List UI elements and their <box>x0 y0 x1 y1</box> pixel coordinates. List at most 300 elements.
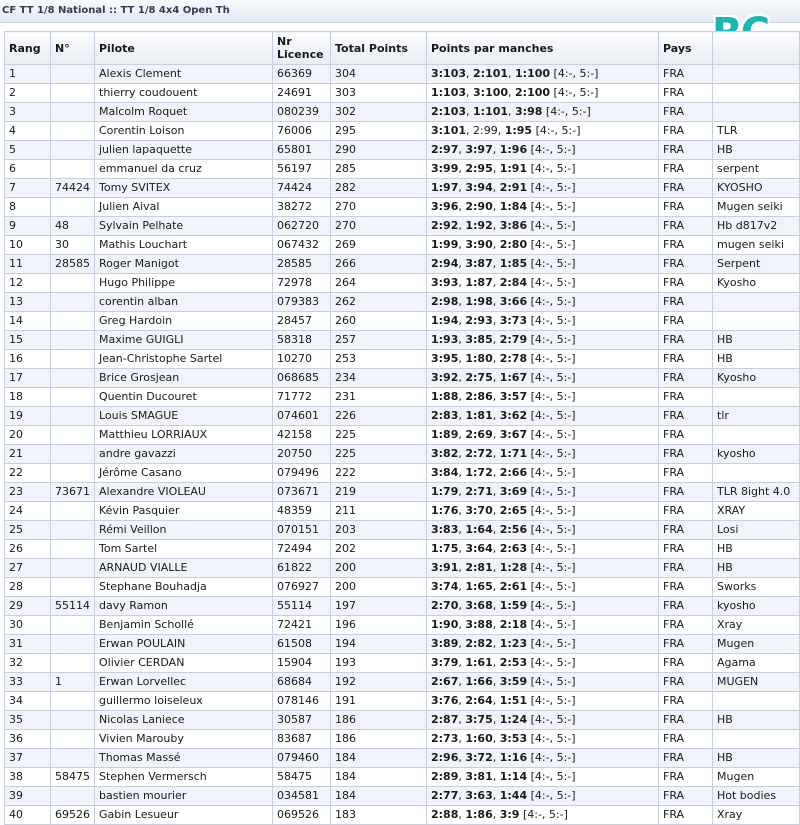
manche-rest: [4:-, 5:-] <box>530 713 576 726</box>
table-row <box>5 141 800 160</box>
manche-score: 1:72 <box>465 466 493 479</box>
cell-numero: 74424 <box>51 179 95 198</box>
manche-score: 2:87 <box>431 713 459 726</box>
col-header-licence[interactable] <box>273 32 331 65</box>
cell-pilote: julien lapaquette <box>95 141 273 160</box>
cell-total: 231 <box>331 388 427 407</box>
cell-licence: 61822 <box>273 559 331 578</box>
manche-score: 2:61 <box>499 580 528 593</box>
cell-total: 270 <box>331 217 427 236</box>
manche-rest: [4:-, 5:-] <box>530 675 576 688</box>
cell-numero: 58475 <box>51 768 95 787</box>
cell-total: 226 <box>331 407 427 426</box>
cell-total: 202 <box>331 540 427 559</box>
table-row <box>5 84 800 103</box>
cell-pilote: guillermo loiseleux <box>95 692 273 711</box>
manche-score: 1:94 <box>431 314 459 327</box>
manche-score: 3:100 <box>473 86 509 99</box>
cell-team: TLR 8ight 4.0 <box>713 483 800 502</box>
table-row <box>5 654 800 673</box>
manche-rest: [4:-, 5:-] <box>530 295 576 308</box>
cell-points-manches: 2:103, 1:101, 3:98 [4:-, 5:-] <box>427 103 659 122</box>
cell-total: 262 <box>331 293 427 312</box>
cell-numero <box>51 141 95 160</box>
table-row <box>5 730 800 749</box>
manche-rest: [4:-, 5:-] <box>530 200 576 213</box>
manche-rest: [4:-, 5:-] <box>530 561 576 574</box>
cell-points-manches: 2:94, 3:87, 1:85 [4:-, 5:-] <box>427 255 659 274</box>
cell-rang: 3 <box>5 103 51 122</box>
col-header-total-points[interactable]: Total Points <box>331 32 427 65</box>
table-row <box>5 122 800 141</box>
manche-score: 3:101 <box>431 124 467 137</box>
cell-pilote: Erwan POULAIN <box>95 635 273 654</box>
manche-score: 3:90 <box>465 238 493 251</box>
cell-pilote: Greg Hardoin <box>95 312 273 331</box>
cell-pays: FRA <box>659 692 713 711</box>
cell-pilote: Rémi Veillon <box>95 521 273 540</box>
cell-licence: 72421 <box>273 616 331 635</box>
cell-total: 191 <box>331 692 427 711</box>
cell-points-manches: 2:70, 3:68, 1:59 [4:-, 5:-] <box>427 597 659 616</box>
col-header-licence-line1: Nr <box>277 35 292 48</box>
cell-licence: 073671 <box>273 483 331 502</box>
table-row <box>5 407 800 426</box>
cell-points-manches: 3:79, 1:61, 2:53 [4:-, 5:-] <box>427 654 659 673</box>
cell-points-manches: 2:89, 3:81, 1:14 [4:-, 5:-] <box>427 768 659 787</box>
cell-licence: 079496 <box>273 464 331 483</box>
table-row <box>5 312 800 331</box>
cell-total: 234 <box>331 369 427 388</box>
manche-score: 3:98 <box>515 105 543 118</box>
cell-numero <box>51 654 95 673</box>
cell-licence: 56197 <box>273 160 331 179</box>
manche-score: 2:98 <box>431 295 459 308</box>
manche-score: 1:92 <box>465 219 493 232</box>
cell-pilote: Jérôme Casano <box>95 464 273 483</box>
cell-pays: FRA <box>659 388 713 407</box>
manche-score: 2:79 <box>499 333 528 346</box>
cell-total: 269 <box>331 236 427 255</box>
cell-rang: 7 <box>5 179 51 198</box>
manche-score: 2:81 <box>465 561 493 574</box>
cell-total: 219 <box>331 483 427 502</box>
manche-score: 1:88 <box>431 390 459 403</box>
cell-rang: 35 <box>5 711 51 730</box>
cell-team: HB <box>713 540 800 559</box>
cell-rang: 40 <box>5 806 51 825</box>
manche-score: 2:18 <box>499 618 528 631</box>
cell-points-manches: 1:90, 3:88, 2:18 [4:-, 5:-] <box>427 616 659 635</box>
manche-score: 2:67 <box>431 675 459 688</box>
cell-licence: 067432 <box>273 236 331 255</box>
cell-points-manches: 1:93, 3:85, 2:79 [4:-, 5:-] <box>427 331 659 350</box>
manche-rest: [4:-, 5:-] <box>530 390 576 403</box>
manche-score: 2:56 <box>499 523 528 536</box>
cell-points-manches: 3:101, 2:99, 1:95 [4:-, 5:-] <box>427 122 659 141</box>
cell-numero <box>51 445 95 464</box>
manche-score: 2:72 <box>465 447 493 460</box>
manche-score: 1:51 <box>499 694 528 707</box>
manche-rest: [4:-, 5:-] <box>553 86 599 99</box>
cell-rang: 15 <box>5 331 51 350</box>
cell-rang: 25 <box>5 521 51 540</box>
cell-total: 282 <box>331 179 427 198</box>
col-header-pays[interactable]: Pays <box>659 32 713 65</box>
cell-licence: 68684 <box>273 673 331 692</box>
cell-pays: FRA <box>659 369 713 388</box>
cell-numero <box>51 502 95 521</box>
cell-team <box>713 103 800 122</box>
cell-pilote: corentin alban <box>95 293 273 312</box>
cell-pays: FRA <box>659 293 713 312</box>
cell-team: XRAY <box>713 502 800 521</box>
cell-team <box>713 312 800 331</box>
manche-score: 3:70 <box>465 504 493 517</box>
cell-total: 304 <box>331 65 427 84</box>
cell-total: 186 <box>331 711 427 730</box>
cell-pays: FRA <box>659 65 713 84</box>
cell-points-manches: 3:96, 2:90, 1:84 [4:-, 5:-] <box>427 198 659 217</box>
cell-total: 186 <box>331 730 427 749</box>
manche-score: 1:91 <box>499 162 528 175</box>
cell-licence: 66369 <box>273 65 331 84</box>
cell-pilote: Erwan Lorvellec <box>95 673 273 692</box>
cell-team <box>713 426 800 445</box>
cell-points-manches: 2:88, 1:86, 3:9 [4:-, 5:-] <box>427 806 659 825</box>
cell-pays: FRA <box>659 483 713 502</box>
cell-pilote: andre gavazzi <box>95 445 273 464</box>
cell-team: kyosho <box>713 597 800 616</box>
cell-points-manches: 1:79, 2:71, 3:69 [4:-, 5:-] <box>427 483 659 502</box>
manche-rest: [4:-, 5:-] <box>553 67 599 80</box>
cell-points-manches: 1:75, 3:64, 2:63 [4:-, 5:-] <box>427 540 659 559</box>
cell-rang: 28 <box>5 578 51 597</box>
cell-team: TLR <box>713 122 800 141</box>
cell-rang: 5 <box>5 141 51 160</box>
cell-points-manches: 1:88, 2:86, 3:57 [4:-, 5:-] <box>427 388 659 407</box>
manche-score: 1:100 <box>515 67 551 80</box>
manche-score: 1:24 <box>499 713 528 726</box>
col-header-licence-line2: Licence <box>277 48 324 61</box>
manche-rest: [4:-, 5:-] <box>530 409 576 422</box>
cell-pilote: emmanuel da cruz <box>95 160 273 179</box>
cell-licence: 58318 <box>273 331 331 350</box>
col-header-rang[interactable]: Rang <box>5 32 51 65</box>
cell-numero <box>51 65 95 84</box>
cell-pays: FRA <box>659 730 713 749</box>
results-table <box>4 31 800 825</box>
cell-numero <box>51 293 95 312</box>
manche-score: 2:65 <box>499 504 528 517</box>
cell-team: Mugen seiki <box>713 198 800 217</box>
cell-points-manches: 1:103, 3:100, 2:100 [4:-, 5:-] <box>427 84 659 103</box>
cell-rang: 14 <box>5 312 51 331</box>
cell-licence: 55114 <box>273 597 331 616</box>
table-row <box>5 540 800 559</box>
cell-team: Sworks <box>713 578 800 597</box>
cell-licence: 83687 <box>273 730 331 749</box>
cell-team: HB <box>713 749 800 768</box>
manche-rest: [4:-, 5:-] <box>530 257 576 270</box>
manche-score: 3:68 <box>465 599 493 612</box>
cell-pays: FRA <box>659 331 713 350</box>
cell-licence: 74424 <box>273 179 331 198</box>
cell-pays: FRA <box>659 141 713 160</box>
cell-rang: 4 <box>5 122 51 141</box>
table-row <box>5 274 800 293</box>
cell-team: KYOSHO <box>713 179 800 198</box>
manche-score: 3:93 <box>431 276 459 289</box>
cell-licence: 71772 <box>273 388 331 407</box>
cell-numero <box>51 160 95 179</box>
manche-score: 3:86 <box>499 219 528 232</box>
cell-total: 257 <box>331 331 427 350</box>
cell-numero <box>51 540 95 559</box>
manche-score: 1:101 <box>473 105 509 118</box>
cell-numero <box>51 407 95 426</box>
manche-score: 1:99 <box>431 238 459 251</box>
cell-points-manches: 3:76, 2:64, 1:51 [4:-, 5:-] <box>427 692 659 711</box>
cell-team: mugen seiki <box>713 236 800 255</box>
cell-licence: 76006 <box>273 122 331 141</box>
col-header-numero[interactable]: N° <box>51 32 95 65</box>
manche-score: 3:62 <box>499 409 528 422</box>
cell-team: Kyosho <box>713 369 800 388</box>
cell-numero <box>51 426 95 445</box>
cell-total: 203 <box>331 521 427 540</box>
manche-rest: [4:-, 5:-] <box>530 314 576 327</box>
cell-pilote: Kévin Pasquier <box>95 502 273 521</box>
manche-rest: [4:-, 5:-] <box>530 504 576 517</box>
cell-pilote: davy Ramon <box>95 597 273 616</box>
table-row <box>5 597 800 616</box>
manche-score: 2:93 <box>465 314 493 327</box>
cell-licence: 079460 <box>273 749 331 768</box>
manche-score: 1:66 <box>465 675 493 688</box>
cell-pilote: Vivien Marouby <box>95 730 273 749</box>
cell-pays: FRA <box>659 103 713 122</box>
cell-pays: FRA <box>659 312 713 331</box>
manche-rest: [4:-, 5:-] <box>530 238 576 251</box>
cell-team: tlr <box>713 407 800 426</box>
cell-licence: 58475 <box>273 768 331 787</box>
cell-team <box>713 388 800 407</box>
cell-numero <box>51 350 95 369</box>
manche-score: 2:83 <box>431 409 459 422</box>
table-row <box>5 445 800 464</box>
cell-points-manches: 3:82, 2:72, 1:71 [4:-, 5:-] <box>427 445 659 464</box>
cell-numero <box>51 749 95 768</box>
col-header-points-manches[interactable]: Points par manches <box>427 32 659 65</box>
cell-rang: 2 <box>5 84 51 103</box>
cell-team <box>713 65 800 84</box>
manche-score: 3:73 <box>499 314 528 327</box>
cell-numero <box>51 616 95 635</box>
cell-team <box>713 464 800 483</box>
cell-pays: FRA <box>659 749 713 768</box>
manche-score: 1:65 <box>465 580 493 593</box>
cell-team: HB <box>713 141 800 160</box>
cell-total: 264 <box>331 274 427 293</box>
cell-numero <box>51 692 95 711</box>
cell-rang: 19 <box>5 407 51 426</box>
cell-team: Mugen <box>713 768 800 787</box>
manche-score: 2:84 <box>499 276 528 289</box>
cell-numero <box>51 635 95 654</box>
manche-score: 1:103 <box>431 86 467 99</box>
manche-score: 3:76 <box>431 694 459 707</box>
cell-total: 194 <box>331 635 427 654</box>
cell-numero <box>51 388 95 407</box>
manche-score: 2:78 <box>499 352 528 365</box>
table-row <box>5 559 800 578</box>
cell-pilote: Malcolm Roquet <box>95 103 273 122</box>
cell-licence: 076927 <box>273 578 331 597</box>
table-row <box>5 749 800 768</box>
cell-pilote: Sylvain Pelhate <box>95 217 273 236</box>
manche-rest: [4:-, 5:-] <box>545 105 591 118</box>
manche-score: 2:86 <box>465 390 493 403</box>
manche-score: 1:61 <box>465 656 493 669</box>
cell-numero <box>51 369 95 388</box>
cell-pilote: Roger Manigot <box>95 255 273 274</box>
manche-rest: [4:-, 5:-] <box>530 219 576 232</box>
manche-rest: [4:-, 5:-] <box>530 371 576 384</box>
manche-score: 2:101 <box>473 67 509 80</box>
cell-points-manches: 2:92, 1:92, 3:86 [4:-, 5:-] <box>427 217 659 236</box>
cell-pays: FRA <box>659 559 713 578</box>
cell-points-manches: 3:91, 2:81, 1:28 [4:-, 5:-] <box>427 559 659 578</box>
table-row <box>5 692 800 711</box>
cell-rang: 16 <box>5 350 51 369</box>
cell-team: HB <box>713 350 800 369</box>
table-row <box>5 65 800 84</box>
cell-pays: FRA <box>659 502 713 521</box>
cell-numero: 73671 <box>51 483 95 502</box>
cell-rang: 38 <box>5 768 51 787</box>
cell-team: MUGEN <box>713 673 800 692</box>
cell-pays: FRA <box>659 787 713 806</box>
cell-licence: 38272 <box>273 198 331 217</box>
cell-points-manches: 1:97, 3:94, 2:91 [4:-, 5:-] <box>427 179 659 198</box>
cell-numero <box>51 312 95 331</box>
cell-total: 197 <box>331 597 427 616</box>
cell-pilote: Jean-Christophe Sartel <box>95 350 273 369</box>
cell-pilote: Hugo Philippe <box>95 274 273 293</box>
cell-team: HB <box>713 559 800 578</box>
cell-pays: FRA <box>659 445 713 464</box>
manche-rest: [4:-, 5:-] <box>530 599 576 612</box>
cell-pilote: Corentin Loison <box>95 122 273 141</box>
cell-pays: FRA <box>659 806 713 825</box>
header-row <box>5 32 800 65</box>
cell-pilote: Maxime GUIGLI <box>95 331 273 350</box>
cell-pays: FRA <box>659 768 713 787</box>
cell-total: 285 <box>331 160 427 179</box>
cell-total: 225 <box>331 445 427 464</box>
manche-score: 1:64 <box>465 523 493 536</box>
cell-pays: FRA <box>659 654 713 673</box>
cell-total: 192 <box>331 673 427 692</box>
manche-score: 3:79 <box>431 656 459 669</box>
cell-points-manches: 2:98, 1:98, 3:66 [4:-, 5:-] <box>427 293 659 312</box>
cell-total: 225 <box>331 426 427 445</box>
manche-score: 1:76 <box>431 504 459 517</box>
cell-pays: FRA <box>659 597 713 616</box>
manche-rest: [4:-, 5:-] <box>535 124 581 137</box>
table-row <box>5 578 800 597</box>
cell-total: 183 <box>331 806 427 825</box>
manche-rest: [4:-, 5:-] <box>530 542 576 555</box>
manche-score: 3:82 <box>431 447 459 460</box>
manche-score: 3:81 <box>465 770 493 783</box>
manche-score: 1:28 <box>499 561 528 574</box>
cell-numero <box>51 787 95 806</box>
table-row <box>5 711 800 730</box>
cell-team: Mugen <box>713 635 800 654</box>
table-row <box>5 293 800 312</box>
manche-score: 3:99 <box>431 162 459 175</box>
cell-team <box>713 692 800 711</box>
cell-pilote: Louis SMAGUE <box>95 407 273 426</box>
manche-score: 3:94 <box>465 181 493 194</box>
cell-rang: 10 <box>5 236 51 255</box>
cell-rang: 27 <box>5 559 51 578</box>
manche-score: 1:44 <box>499 789 528 802</box>
cell-team: Kyosho <box>713 274 800 293</box>
table-row <box>5 198 800 217</box>
manche-score: 3:89 <box>431 637 459 650</box>
cell-pays: FRA <box>659 540 713 559</box>
cell-points-manches: 3:95, 1:80, 2:78 [4:-, 5:-] <box>427 350 659 369</box>
cell-total: 211 <box>331 502 427 521</box>
manche-rest: [4:-, 5:-] <box>530 694 576 707</box>
table-row <box>5 521 800 540</box>
cell-total: 290 <box>331 141 427 160</box>
cell-pays: FRA <box>659 122 713 141</box>
cell-numero: 55114 <box>51 597 95 616</box>
cell-points-manches: 3:99, 2:95, 1:91 [4:-, 5:-] <box>427 160 659 179</box>
cell-numero <box>51 521 95 540</box>
table-row <box>5 806 800 825</box>
manche-score: 3:69 <box>499 485 528 498</box>
manche-score: 1:97 <box>431 181 459 194</box>
cell-rang: 29 <box>5 597 51 616</box>
cell-team: Xray <box>713 806 800 825</box>
cell-pilote: Olivier CERDAN <box>95 654 273 673</box>
manche-score: 1:86 <box>465 808 493 821</box>
manche-score: 1:23 <box>499 637 528 650</box>
manche-score: 1:14 <box>499 770 528 783</box>
cell-licence: 078146 <box>273 692 331 711</box>
col-header-pilote[interactable]: Pilote <box>95 32 273 65</box>
cell-pilote: Tom Sartel <box>95 540 273 559</box>
cell-rang: 8 <box>5 198 51 217</box>
manche-score: 3:74 <box>431 580 459 593</box>
cell-licence: 28585 <box>273 255 331 274</box>
cell-total: 196 <box>331 616 427 635</box>
cell-licence: 079383 <box>273 293 331 312</box>
manche-score: 3:97 <box>465 143 493 156</box>
cell-team: HB <box>713 331 800 350</box>
cell-rang: 13 <box>5 293 51 312</box>
cell-pilote: Brice Grosjean <box>95 369 273 388</box>
cell-numero <box>51 578 95 597</box>
cell-numero: 48 <box>51 217 95 236</box>
cell-pilote: Thomas Massé <box>95 749 273 768</box>
manche-rest: [4:-, 5:-] <box>530 637 576 650</box>
